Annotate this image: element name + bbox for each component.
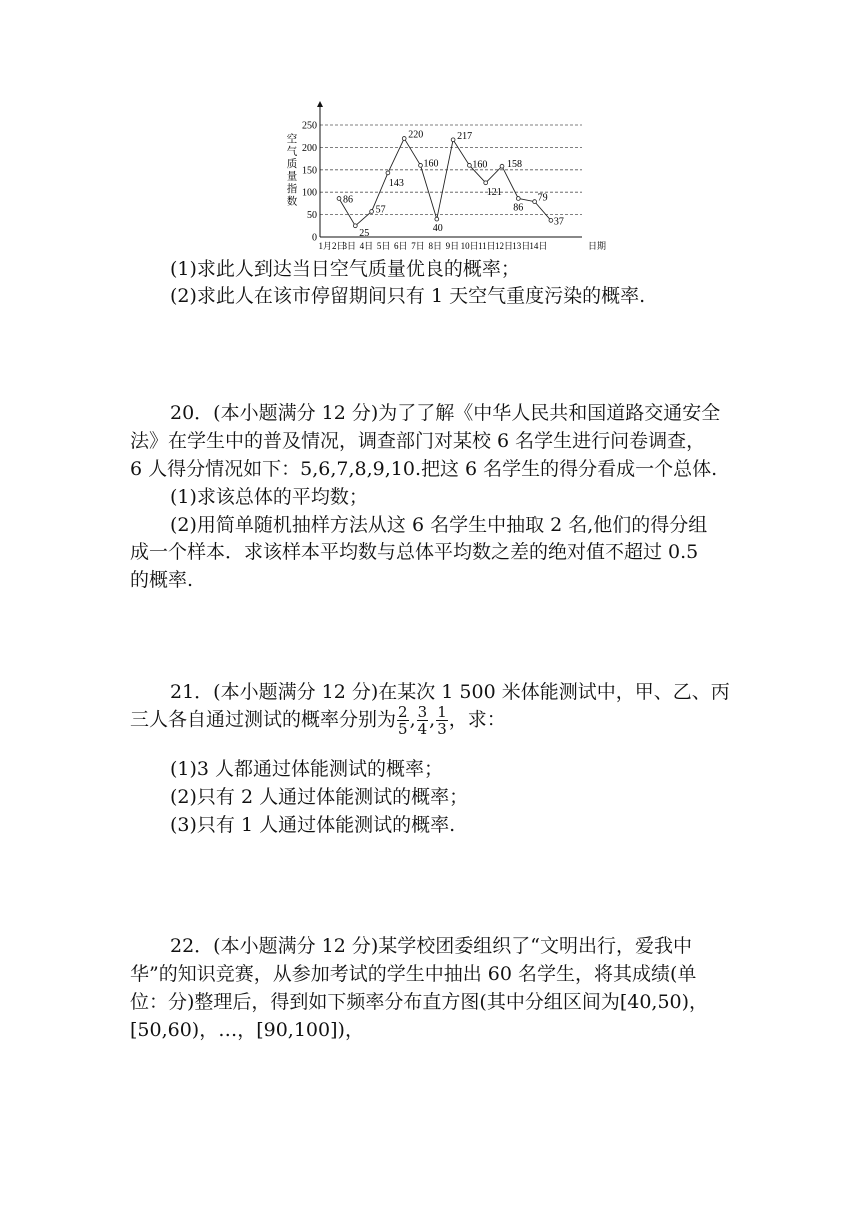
x-tick-label: 6日 [394, 241, 408, 251]
fraction-1 [397, 704, 409, 737]
y-axis-label-char: 量 [286, 171, 298, 183]
data-label: 217 [457, 130, 473, 142]
x-tick-label: 7日 [411, 241, 425, 251]
q21-line-2-prefix: 三人各自通过测试的概率分别为 [130, 708, 397, 731]
q20-part-1: (1)求该总体的平均数； [170, 486, 368, 508]
fraction-separator: , [429, 708, 436, 731]
x-tick-label: 3日 [342, 241, 356, 251]
data-label: 86 [343, 194, 353, 206]
data-point [468, 163, 472, 167]
data-label: 40 [432, 223, 443, 235]
data-label: 160 [472, 159, 488, 171]
data-point [533, 200, 537, 204]
q22-line-2: 华”的知识竞赛，从参加考试的学生中抽出 60 名学生，将其成绩(单 [130, 963, 697, 985]
y-tick-label: 150 [302, 165, 317, 177]
q20-line-7: 的概率. [130, 569, 194, 591]
data-point [549, 219, 553, 223]
data-point [484, 181, 488, 185]
y-axis-label-char: 气 [286, 146, 298, 158]
q22-line-1: 22．(本小题满分 12 分)某学校团委组织了“文明出行，爱我中 [170, 935, 692, 957]
fraction-2-num: 3 [417, 703, 428, 721]
chart-svg [270, 100, 630, 260]
q20-line-6: 成一个样本．求该样本平均数与总体平均数之差的绝对值不超过 0.5 [130, 541, 699, 563]
data-point [370, 210, 374, 214]
x-tick-label: 5日 [376, 241, 391, 251]
q20-part-2: (2)用简单随机抽样方法从这 6 名学生中抽取 2 名,他们的得分组 [170, 514, 708, 536]
y-axis-label-char: 质 [286, 159, 298, 170]
data-label: 37 [553, 216, 564, 228]
y-tick-label: 50 [307, 210, 317, 222]
q19-part-1: (1)求此人到达当日空气质量优良的概率； [170, 258, 520, 280]
data-label: 143 [388, 177, 404, 189]
data-label: 220 [408, 129, 424, 141]
air-quality-line-chart [270, 100, 630, 260]
x-tick-label: 8日 [428, 241, 442, 251]
data-point [435, 217, 439, 221]
fraction-3-den: 3 [437, 720, 447, 738]
q21-line-1: 21．(本小题满分 12 分)在某次 1 500 米体能测试中，甲、乙、丙 [170, 681, 730, 703]
q21-line-2-suffix: ，求： [448, 708, 506, 731]
data-point [402, 137, 406, 141]
q21-part-1: (1)3 人都通过体能测试的概率； [170, 758, 444, 780]
x-tick-label: 4日 [359, 241, 374, 251]
data-point [419, 163, 423, 167]
fraction-3-num: 1 [437, 703, 447, 721]
x-tick-label: 13日 [512, 241, 531, 251]
fraction-separator: , [409, 708, 416, 731]
y-tick-label: 0 [312, 232, 317, 244]
data-label: 121 [486, 186, 502, 198]
x-tick-label: 10日 [460, 241, 479, 251]
fraction-2-den: 4 [417, 720, 428, 738]
q21-part-2: (2)只有 2 人通过体能测试的概率； [170, 786, 469, 808]
data-point [386, 171, 390, 175]
q20-line-1: 20．(本小题满分 12 分)为了了解《中华人民共和国道路交通安全 [170, 402, 721, 424]
data-label: 86 [513, 202, 524, 214]
q20-line-2: 法》在学生中的普及情况，调查部门对某校 6 名学生进行问卷调查， [130, 430, 706, 452]
y-tick-label: 100 [302, 187, 317, 199]
y-axis-label-char: 空 [286, 134, 298, 145]
y-axis-label-char: 数 [286, 196, 298, 208]
data-point [353, 224, 357, 228]
q22-line-4: [50,60)，…，[90,100])， [130, 1019, 364, 1041]
data-label: 79 [537, 192, 548, 204]
q22-line-3: 位：分)整理后，得到如下频率分布直方图(其中分组区间为[40,50)， [130, 991, 709, 1013]
data-label: 57 [375, 204, 386, 216]
q21-line-2 [130, 704, 506, 737]
q19-part-2: (2)求此人在该市停留期间只有 1 天空气重度污染的概率. [170, 285, 646, 307]
fraction-1-den: 5 [398, 720, 408, 738]
data-point [451, 138, 455, 142]
fraction-2 [417, 704, 429, 737]
q20-line-3: 6 人得分情况如下：5,6,7,8,9,10.把这 6 名学生的得分看成一个总体. [130, 458, 718, 480]
q21-part-3: (3)只有 1 人通过体能测试的概率. [170, 814, 456, 836]
fraction-1-num: 2 [398, 703, 408, 721]
x-tick-label: 9日 [445, 241, 460, 251]
data-point [516, 197, 520, 201]
x-tick-label: 11日 [477, 241, 496, 251]
x-tick-label: 14日 [529, 241, 548, 251]
y-tick-label: 250 [302, 120, 317, 132]
x-tick-label: 12日 [494, 241, 514, 251]
x-tick-label: 1月2日 [318, 241, 346, 251]
x-axis-label: 日期 [588, 241, 607, 251]
data-label: 160 [423, 158, 439, 170]
y-axis-label-char: 指 [286, 184, 298, 195]
data-point [337, 197, 341, 201]
data-label: 158 [507, 159, 522, 171]
data-point [500, 164, 504, 168]
fraction-3 [436, 704, 448, 737]
y-tick-label: 200 [302, 142, 317, 154]
data-label: 25 [359, 227, 370, 239]
